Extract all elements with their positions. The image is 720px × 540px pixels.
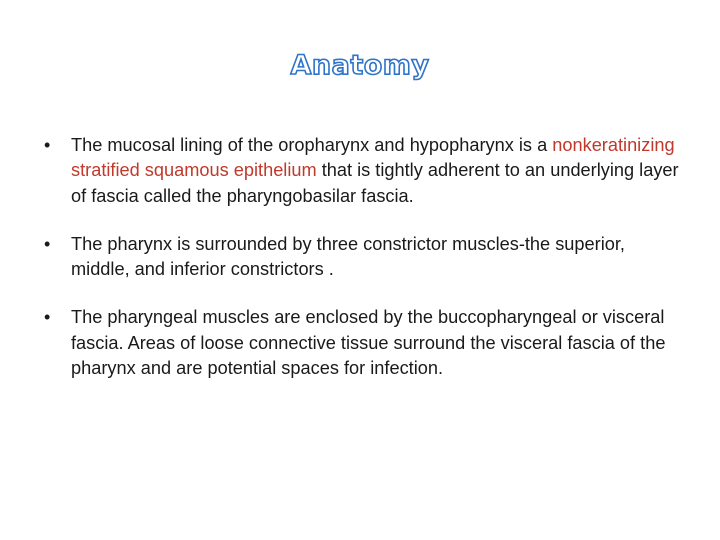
bullet-marker: • — [44, 233, 51, 254]
bullet-text-continued: that is tightly adherent to an underlying layer of fascia called the pharyngobasilar fascia. — [71, 160, 679, 206]
bullet-list — [44, 133, 684, 381]
bullet-marker: • — [44, 135, 51, 155]
slide-title: Anatomy — [290, 50, 430, 81]
bullet-item-pharyngeal-muscles — [44, 305, 684, 381]
bullet-item-constrictor-muscles — [44, 232, 684, 283]
bullet-text: The mucosal lining of the oropharynx and hypopharynx is a — [71, 135, 553, 155]
bullet-item-mucosal-lining — [44, 133, 684, 209]
bullet-text: The pharyngeal muscles are enclosed by the buccopharyngeal or visceral fascia. Areas of loose connective tissue surround the visceral fascia of the pharynx and are potential spaces for infection. — [71, 307, 666, 379]
bullet-text: The pharynx is surrounded by three constrictor muscles-the superior, middle, and inferior constrictors . — [71, 233, 625, 280]
title-container — [0, 50, 720, 81]
bullet-marker: • — [44, 307, 51, 328]
highlighted-term: nonkeratinizing stratified squamous epithelium — [71, 135, 675, 181]
